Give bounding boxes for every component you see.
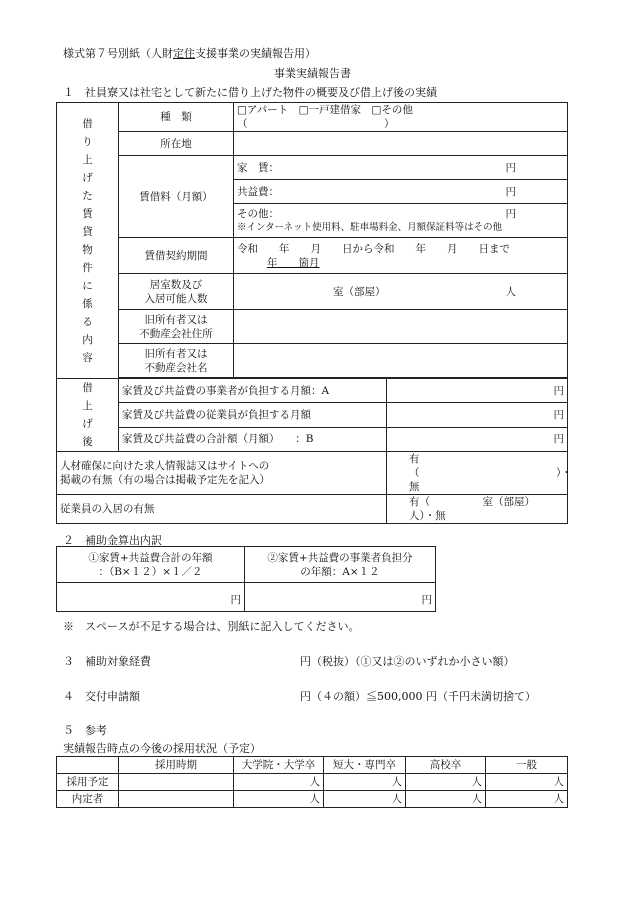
property-table <box>56 102 572 524</box>
form-underlined: 定住 <box>173 47 195 60</box>
planned-university-field[interactable]: 人 <box>234 774 324 791</box>
offered-college-field[interactable]: 人 <box>324 791 406 808</box>
employer-burden-label: 家賃及び共益費の事業者が負担する月額：A <box>119 379 387 403</box>
table-row <box>57 774 568 791</box>
annual-total-field[interactable]: 円 <box>57 583 245 612</box>
hiring-table <box>56 756 568 808</box>
location-field[interactable] <box>234 132 568 156</box>
prev-owner-address-field[interactable] <box>234 310 568 344</box>
document-title: 事業実績報告書 <box>274 67 351 80</box>
table-row <box>57 791 568 808</box>
rent-field[interactable]: 家 賃： 円 <box>234 156 568 180</box>
resident-field[interactable]: 有（ 室（部屋） 人）・無 <box>387 495 568 524</box>
section4-value: 円（４の額）≦500,000 円（千円未満切捨て） <box>300 690 536 703</box>
rooms-label: 居室数及び 入居可能人数 <box>119 274 234 310</box>
annual-total-header: ①家賃+共益費合計の年額 ：（B×１２）×１／２ <box>57 547 245 583</box>
common-fee-field[interactable]: 共益費： 円 <box>234 180 568 204</box>
subsidy-table <box>56 546 436 612</box>
resident-label: 従業員の入居の有無 <box>57 495 387 524</box>
row-label-offered: 内定者 <box>57 791 119 808</box>
prev-owner-name-label: 旧所有者又は 不動産会社名 <box>119 344 234 378</box>
section1-title: １ 社員寮又は社宅として新たに借り上げた物件の概要及び借上げ後の実績 <box>63 86 437 99</box>
employee-burden-label: 家賃及び共益費の従業員が負担する月額 <box>119 403 387 427</box>
row-label-planned: 採用予定 <box>57 774 119 791</box>
form-suffix: 支援事業の実績報告用） <box>195 47 316 60</box>
contract-label: 賃借契約期間 <box>119 238 234 274</box>
section3-label: ３ 補助対象経費 <box>63 655 151 668</box>
hiring-header-blank <box>57 757 119 774</box>
type-options[interactable]: □アパート □一戸建借家 □その他（ ） <box>234 103 568 132</box>
section4-label: ４ 交付申請額 <box>63 690 140 703</box>
planned-timing-field[interactable] <box>119 774 234 791</box>
recruit-field[interactable]: 有（ ）・無 <box>387 452 568 495</box>
employer-burden-field[interactable]: 円 <box>387 379 568 403</box>
total-label: 家賃及び共益費の合計額（月額） ：B <box>119 427 387 451</box>
rooms-field[interactable]: 室（部屋） 人 <box>234 274 568 310</box>
section2-title: ２ 補助金算出内訳 <box>63 534 162 547</box>
offered-university-field[interactable]: 人 <box>234 791 324 808</box>
location-label: 所在地 <box>119 132 234 156</box>
contract-period-field[interactable]: 令和 年 月 日から令和 年 月 日まで 年 箇月 <box>234 238 568 274</box>
hiring-header-timing: 採用時期 <box>119 757 234 774</box>
employer-annual-header: ②家賃+共益費の事業者負担分 の年額：A×１２ <box>245 547 436 583</box>
hiring-header-highschool: 高校卒 <box>406 757 486 774</box>
form-prefix: 様式第７号別紙（人財 <box>63 47 173 60</box>
hiring-header-general: 一般 <box>486 757 568 774</box>
prev-owner-name-field[interactable] <box>234 344 568 378</box>
vertical-label-property: 借 り 上 げ た 賃 貸 物 件 に 係 る 内 容 <box>57 103 119 379</box>
offered-general-field[interactable]: 人 <box>486 791 568 808</box>
type-label: 種 類 <box>119 103 234 132</box>
section5-subtitle: 実績報告時点の今後の採用状況（予定） <box>63 742 261 755</box>
vertical-label-after: 借 上 げ 後 <box>57 379 119 452</box>
planned-highschool-field[interactable]: 人 <box>406 774 486 791</box>
prev-owner-address-label: 旧所有者又は 不動産会社住所 <box>119 310 234 344</box>
offered-highschool-field[interactable]: 人 <box>406 791 486 808</box>
space-note: ※ スペースが不足する場合は、別紙に記入してください。 <box>63 620 360 633</box>
recruit-label: 人材確保に向けた求人情報誌又はサイトへの 掲載の有無（有の場合は掲載予定先を記入） <box>57 452 387 495</box>
rent-label: 賃借料（月額） <box>119 156 234 238</box>
total-field[interactable]: 円 <box>387 427 568 451</box>
employer-annual-field[interactable]: 円 <box>245 583 436 612</box>
hiring-header-college: 短大・専門卒 <box>324 757 406 774</box>
planned-college-field[interactable]: 人 <box>324 774 406 791</box>
planned-general-field[interactable]: 人 <box>486 774 568 791</box>
other-fee-field[interactable]: その他： 円 ※インターネット使用料、駐車場料金、月額保証料等はその他 <box>234 204 568 238</box>
offered-timing-field[interactable] <box>119 791 234 808</box>
hiring-header-university: 大学院・大学卒 <box>234 757 324 774</box>
section5-title: ５ 参考 <box>63 724 107 737</box>
form-number <box>63 45 316 61</box>
other-note: ※インターネット使用料、駐車場料金、月額保証料等はその他 <box>237 221 503 233</box>
section3-value: 円（税抜）（①又は②のいずれか小さい額） <box>300 655 515 668</box>
employee-burden-field[interactable]: 円 <box>387 403 568 427</box>
